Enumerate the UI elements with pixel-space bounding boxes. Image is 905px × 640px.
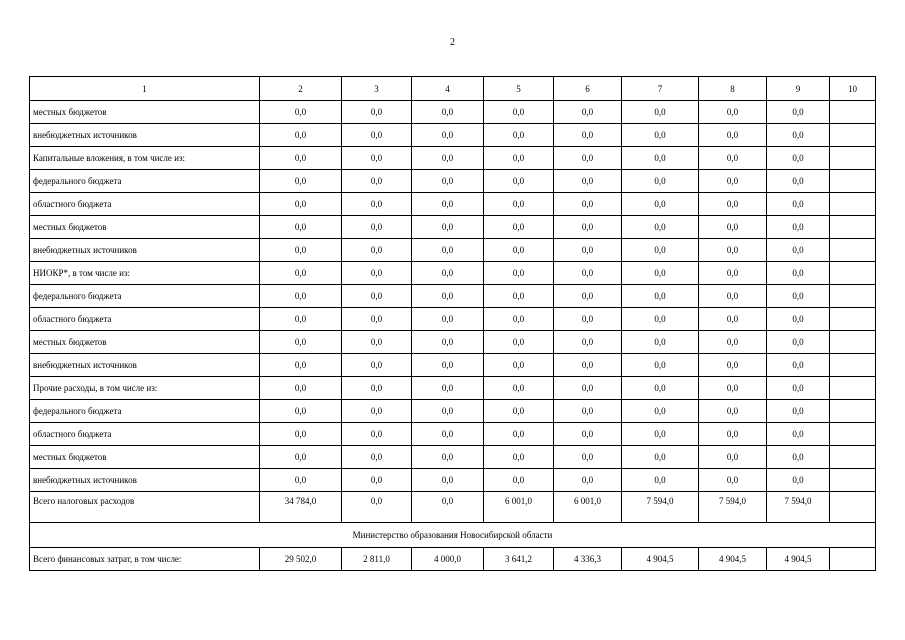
value-cell: 0,0 bbox=[484, 446, 554, 469]
value-cell: 0,0 bbox=[412, 446, 484, 469]
value-cell: 0,0 bbox=[412, 377, 484, 400]
value-cell: 0,0 bbox=[484, 170, 554, 193]
value-cell: 0,0 bbox=[260, 101, 342, 124]
value-cell: 0,0 bbox=[484, 469, 554, 492]
row-label: местных бюджетов bbox=[30, 331, 260, 354]
value-cell: 0,0 bbox=[622, 377, 699, 400]
value-cell: 0,0 bbox=[484, 354, 554, 377]
value-cell: 0,0 bbox=[342, 469, 412, 492]
value-cell: 0,0 bbox=[699, 124, 767, 147]
table-row bbox=[30, 331, 876, 354]
value-cell: 0,0 bbox=[554, 308, 622, 331]
value-cell: 0,0 bbox=[554, 193, 622, 216]
page-number: 2 bbox=[450, 37, 455, 48]
row-label: областного бюджета bbox=[30, 423, 260, 446]
note-cell bbox=[830, 216, 876, 239]
value-cell: 0,0 bbox=[699, 101, 767, 124]
value-cell: 0,0 bbox=[554, 170, 622, 193]
value-cell: 0,0 bbox=[342, 308, 412, 331]
value-cell: 0,0 bbox=[342, 423, 412, 446]
row-label: Капитальные вложения, в том числе из: bbox=[30, 147, 260, 170]
value-cell: 0,0 bbox=[260, 239, 342, 262]
value-cell: 0,0 bbox=[484, 400, 554, 423]
value-cell: 0,0 bbox=[554, 446, 622, 469]
table-row bbox=[30, 124, 876, 147]
value-cell: 0,0 bbox=[260, 308, 342, 331]
note-cell bbox=[830, 548, 876, 571]
value-cell: 6 001,0 bbox=[484, 492, 554, 523]
row-label: федерального бюджета bbox=[30, 170, 260, 193]
note-cell bbox=[830, 193, 876, 216]
value-cell: 0,0 bbox=[342, 262, 412, 285]
value-cell: 0,0 bbox=[554, 124, 622, 147]
tax-total-row bbox=[30, 492, 876, 523]
row-label: федерального бюджета bbox=[30, 285, 260, 308]
value-cell: 0,0 bbox=[484, 262, 554, 285]
value-cell: 0,0 bbox=[260, 354, 342, 377]
value-cell: 0,0 bbox=[622, 147, 699, 170]
value-cell: 0,0 bbox=[260, 446, 342, 469]
value-cell: 0,0 bbox=[767, 170, 830, 193]
table-row bbox=[30, 354, 876, 377]
note-cell bbox=[830, 331, 876, 354]
note-cell bbox=[830, 354, 876, 377]
value-cell: 34 784,0 bbox=[260, 492, 342, 523]
value-cell: 0,0 bbox=[260, 216, 342, 239]
value-cell: 0,0 bbox=[260, 400, 342, 423]
note-cell bbox=[830, 101, 876, 124]
value-cell: 0,0 bbox=[767, 124, 830, 147]
row-label: внебюджетных источников bbox=[30, 469, 260, 492]
value-cell: 0,0 bbox=[260, 423, 342, 446]
value-cell: 0,0 bbox=[767, 285, 830, 308]
value-cell: 0,0 bbox=[484, 239, 554, 262]
value-cell: 7 594,0 bbox=[699, 492, 767, 523]
note-cell bbox=[830, 285, 876, 308]
table-row bbox=[30, 101, 876, 124]
value-cell: 7 594,0 bbox=[622, 492, 699, 523]
table-row bbox=[30, 400, 876, 423]
value-cell: 0,0 bbox=[767, 308, 830, 331]
value-cell: 0,0 bbox=[412, 147, 484, 170]
row-label: НИОКР*, в том числе из: bbox=[30, 262, 260, 285]
value-cell: 0,0 bbox=[554, 285, 622, 308]
table-row bbox=[30, 262, 876, 285]
table-row bbox=[30, 377, 876, 400]
value-cell: 4 904,5 bbox=[699, 548, 767, 571]
row-label: внебюджетных источников bbox=[30, 239, 260, 262]
value-cell: 0,0 bbox=[412, 400, 484, 423]
value-cell: 0,0 bbox=[767, 331, 830, 354]
value-cell: 0,0 bbox=[412, 170, 484, 193]
value-cell: 0,0 bbox=[554, 101, 622, 124]
row-label: федерального бюджета bbox=[30, 400, 260, 423]
value-cell: 0,0 bbox=[484, 331, 554, 354]
note-cell bbox=[830, 492, 876, 523]
row-label: Прочие расходы, в том числе из: bbox=[30, 377, 260, 400]
value-cell: 0,0 bbox=[342, 331, 412, 354]
row-label: внебюджетных источников bbox=[30, 124, 260, 147]
value-cell: 0,0 bbox=[767, 262, 830, 285]
value-cell: 0,0 bbox=[342, 492, 412, 523]
value-cell: 0,0 bbox=[342, 170, 412, 193]
value-cell: 0,0 bbox=[554, 354, 622, 377]
value-cell: 0,0 bbox=[260, 193, 342, 216]
value-cell: 0,0 bbox=[554, 469, 622, 492]
value-cell: 0,0 bbox=[622, 193, 699, 216]
value-cell: 0,0 bbox=[699, 354, 767, 377]
value-cell: 0,0 bbox=[412, 423, 484, 446]
value-cell: 0,0 bbox=[342, 101, 412, 124]
column-header: 9 bbox=[767, 77, 830, 101]
value-cell: 0,0 bbox=[342, 147, 412, 170]
row-label: областного бюджета bbox=[30, 308, 260, 331]
value-cell: 0,0 bbox=[767, 193, 830, 216]
table-row bbox=[30, 285, 876, 308]
note-cell bbox=[830, 170, 876, 193]
column-header-row bbox=[30, 77, 876, 101]
value-cell: 0,0 bbox=[699, 400, 767, 423]
value-cell: 0,0 bbox=[622, 101, 699, 124]
value-cell: 0,0 bbox=[622, 124, 699, 147]
column-header: 2 bbox=[260, 77, 342, 101]
value-cell: 0,0 bbox=[412, 216, 484, 239]
value-cell: 2 811,0 bbox=[342, 548, 412, 571]
value-cell: 0,0 bbox=[622, 216, 699, 239]
table-row bbox=[30, 170, 876, 193]
value-cell: 6 001,0 bbox=[554, 492, 622, 523]
note-cell bbox=[830, 377, 876, 400]
value-cell: 0,0 bbox=[260, 147, 342, 170]
value-cell: 0,0 bbox=[622, 262, 699, 285]
value-cell: 0,0 bbox=[412, 308, 484, 331]
value-cell: 0,0 bbox=[412, 239, 484, 262]
value-cell: 29 502,0 bbox=[260, 548, 342, 571]
value-cell: 0,0 bbox=[767, 400, 830, 423]
value-cell: 0,0 bbox=[699, 446, 767, 469]
value-cell: 0,0 bbox=[484, 124, 554, 147]
value-cell: 0,0 bbox=[554, 239, 622, 262]
note-cell bbox=[830, 423, 876, 446]
value-cell: 0,0 bbox=[699, 423, 767, 446]
value-cell: 0,0 bbox=[412, 331, 484, 354]
value-cell: 0,0 bbox=[412, 354, 484, 377]
value-cell: 0,0 bbox=[622, 400, 699, 423]
value-cell: 0,0 bbox=[412, 262, 484, 285]
note-cell bbox=[830, 469, 876, 492]
value-cell: 0,0 bbox=[342, 193, 412, 216]
value-cell: 0,0 bbox=[699, 377, 767, 400]
value-cell: 0,0 bbox=[342, 216, 412, 239]
value-cell: 0,0 bbox=[342, 354, 412, 377]
value-cell: 0,0 bbox=[484, 285, 554, 308]
row-label: Всего финансовых затрат, в том числе: bbox=[30, 548, 260, 571]
value-cell: 0,0 bbox=[484, 423, 554, 446]
value-cell: 0,0 bbox=[699, 193, 767, 216]
column-header: 4 bbox=[412, 77, 484, 101]
value-cell: 0,0 bbox=[622, 469, 699, 492]
value-cell: 0,0 bbox=[622, 239, 699, 262]
value-cell: 0,0 bbox=[260, 170, 342, 193]
value-cell: 0,0 bbox=[767, 239, 830, 262]
value-cell: 0,0 bbox=[767, 101, 830, 124]
column-header: 7 bbox=[622, 77, 699, 101]
value-cell: 0,0 bbox=[412, 124, 484, 147]
value-cell: 4 904,5 bbox=[622, 548, 699, 571]
value-cell: 0,0 bbox=[767, 469, 830, 492]
value-cell: 0,0 bbox=[622, 170, 699, 193]
note-cell bbox=[830, 124, 876, 147]
value-cell: 0,0 bbox=[554, 400, 622, 423]
value-cell: 0,0 bbox=[767, 377, 830, 400]
value-cell: 0,0 bbox=[412, 101, 484, 124]
row-label: Всего налоговых расходов bbox=[30, 492, 260, 523]
table-row bbox=[30, 239, 876, 262]
value-cell: 0,0 bbox=[260, 469, 342, 492]
value-cell: 3 641,2 bbox=[484, 548, 554, 571]
value-cell: 0,0 bbox=[412, 193, 484, 216]
value-cell: 7 594,0 bbox=[767, 492, 830, 523]
value-cell: 0,0 bbox=[554, 262, 622, 285]
row-label: местных бюджетов bbox=[30, 216, 260, 239]
value-cell: 0,0 bbox=[342, 400, 412, 423]
value-cell: 0,0 bbox=[767, 216, 830, 239]
value-cell: 4 904,5 bbox=[767, 548, 830, 571]
finance-total-row bbox=[30, 548, 876, 571]
value-cell: 0,0 bbox=[699, 216, 767, 239]
value-cell: 0,0 bbox=[622, 331, 699, 354]
row-label: местных бюджетов bbox=[30, 446, 260, 469]
column-header: 10 bbox=[830, 77, 876, 101]
column-header: 3 bbox=[342, 77, 412, 101]
value-cell: 0,0 bbox=[622, 446, 699, 469]
value-cell: 0,0 bbox=[342, 285, 412, 308]
value-cell: 0,0 bbox=[699, 285, 767, 308]
value-cell: 0,0 bbox=[699, 308, 767, 331]
section-title: Министерство образования Новосибирской области bbox=[30, 523, 876, 548]
value-cell: 0,0 bbox=[554, 147, 622, 170]
value-cell: 0,0 bbox=[699, 170, 767, 193]
table-row bbox=[30, 446, 876, 469]
value-cell: 0,0 bbox=[484, 216, 554, 239]
table-row bbox=[30, 147, 876, 170]
table-row bbox=[30, 423, 876, 446]
value-cell: 0,0 bbox=[342, 377, 412, 400]
value-cell: 0,0 bbox=[622, 354, 699, 377]
value-cell: 0,0 bbox=[554, 423, 622, 446]
column-header: 5 bbox=[484, 77, 554, 101]
value-cell: 0,0 bbox=[554, 377, 622, 400]
value-cell: 0,0 bbox=[699, 331, 767, 354]
value-cell: 0,0 bbox=[412, 469, 484, 492]
column-header: 1 bbox=[30, 77, 260, 101]
value-cell: 0,0 bbox=[412, 492, 484, 523]
value-cell: 0,0 bbox=[342, 446, 412, 469]
value-cell: 0,0 bbox=[484, 193, 554, 216]
value-cell: 0,0 bbox=[260, 377, 342, 400]
value-cell: 4 000,0 bbox=[412, 548, 484, 571]
table-row bbox=[30, 469, 876, 492]
value-cell: 4 336,3 bbox=[554, 548, 622, 571]
value-cell: 0,0 bbox=[622, 423, 699, 446]
note-cell bbox=[830, 239, 876, 262]
value-cell: 0,0 bbox=[484, 308, 554, 331]
value-cell: 0,0 bbox=[767, 423, 830, 446]
value-cell: 0,0 bbox=[699, 469, 767, 492]
value-cell: 0,0 bbox=[767, 446, 830, 469]
note-cell bbox=[830, 262, 876, 285]
column-header: 6 bbox=[554, 77, 622, 101]
value-cell: 0,0 bbox=[260, 124, 342, 147]
note-cell bbox=[830, 308, 876, 331]
value-cell: 0,0 bbox=[342, 239, 412, 262]
note-cell bbox=[830, 147, 876, 170]
value-cell: 0,0 bbox=[260, 285, 342, 308]
row-label: местных бюджетов bbox=[30, 101, 260, 124]
table-row bbox=[30, 308, 876, 331]
value-cell: 0,0 bbox=[622, 285, 699, 308]
column-header: 8 bbox=[699, 77, 767, 101]
value-cell: 0,0 bbox=[260, 262, 342, 285]
table-row bbox=[30, 193, 876, 216]
value-cell: 0,0 bbox=[484, 147, 554, 170]
value-cell: 0,0 bbox=[342, 124, 412, 147]
value-cell: 0,0 bbox=[622, 308, 699, 331]
value-cell: 0,0 bbox=[554, 331, 622, 354]
value-cell: 0,0 bbox=[484, 377, 554, 400]
value-cell: 0,0 bbox=[767, 147, 830, 170]
note-cell bbox=[830, 400, 876, 423]
value-cell: 0,0 bbox=[412, 285, 484, 308]
value-cell: 0,0 bbox=[699, 239, 767, 262]
value-cell: 0,0 bbox=[699, 147, 767, 170]
budget-table bbox=[29, 76, 876, 571]
value-cell: 0,0 bbox=[699, 262, 767, 285]
table-body bbox=[30, 77, 876, 571]
value-cell: 0,0 bbox=[554, 216, 622, 239]
note-cell bbox=[830, 446, 876, 469]
row-label: областного бюджета bbox=[30, 193, 260, 216]
table-row bbox=[30, 216, 876, 239]
value-cell: 0,0 bbox=[767, 354, 830, 377]
section-header-row bbox=[30, 523, 876, 548]
row-label: внебюджетных источников bbox=[30, 354, 260, 377]
value-cell: 0,0 bbox=[260, 331, 342, 354]
value-cell: 0,0 bbox=[484, 101, 554, 124]
